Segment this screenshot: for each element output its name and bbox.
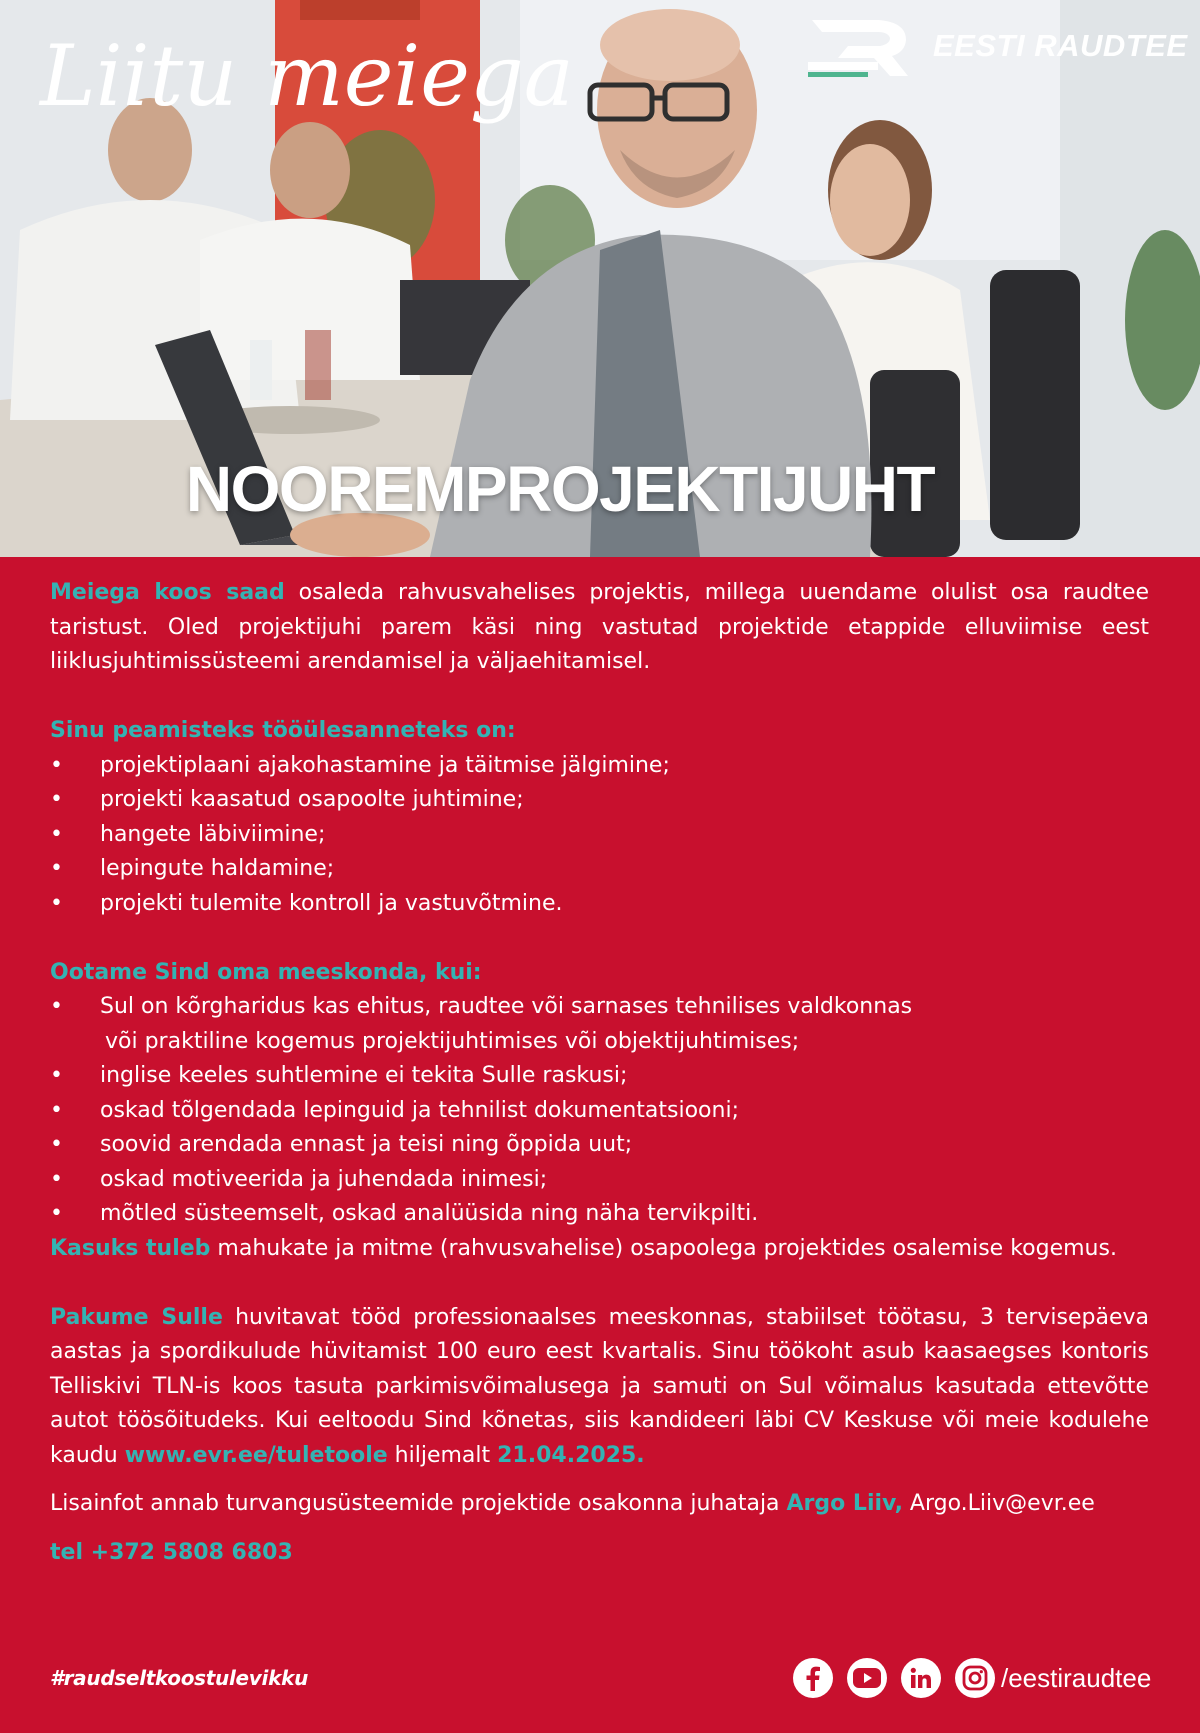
intro-lead: Meiega koos saad [50,580,285,605]
contact-phone[interactable]: tel +372 5808 6803 [50,1539,293,1565]
job-description [50,576,1149,1570]
requirements-heading: Ootame Sind oma meeskonda, kui: [50,959,482,985]
advantage-paragraph [50,1232,1149,1267]
contact-text: Lisainfot annab turvangusüsteemide projektide osakonna juhataja [50,1491,787,1516]
offer-lead: Pakume Sulle [50,1304,223,1330]
script-headline-text: Liitu meiega [40,27,574,125]
instagram-icon[interactable] [955,1658,995,1698]
list-item: • inglise keeles suhtlemine ei tekita Sulle raskusi; [50,1059,1149,1094]
hero-photo [0,0,1200,557]
deadline-prefix: hiljemalt [387,1442,498,1468]
logo-text: EESTI RAUDTEE [933,28,1188,63]
youtube-icon[interactable] [847,1658,887,1698]
advantage-text: mahukate ja mitme (rahvusvahelise) osapoolega projektides osalemise kogemus. [210,1235,1117,1261]
list-item: • hangete läbiviimine; [50,818,1149,853]
facebook-icon[interactable] [793,1658,833,1698]
requirements-list [50,990,1149,1232]
hashtag: #raudseltkoostulevikku [50,1666,309,1690]
deadline-date: 21.04.2025. [497,1442,645,1468]
list-item: • projekti kaasatud osapoolte juhtimine; [50,783,1149,818]
requirement-line-1: Sul on kõrgharidus kas ehitus, raudtee või sarnases tehnilises valdkonnas [100,994,913,1019]
eesti-raudtee-logo [808,16,1188,80]
list-item: • mõtled süsteemselt, oskad analüüsida ning näha tervikpilti. [50,1197,1149,1232]
offer-paragraph [50,1301,1149,1474]
script-headline [30,0,590,150]
list-item: • projektiplaani ajakohastamine ja täitmise jälgimine; [50,749,1149,784]
requirement-line-2: või praktiline kogemus projektijuhtimises või objektijuhtimises; [105,1028,800,1054]
intro-text: osaleda rahvusvahelises projektis, millega uuendame olulist osa raudtee taristust. Oled projektijuhi parem käsi ning vastutad projektide etappide elluviimise eest liiklusjuhtimissüsteemi arendamisel ja väljaehitamisel. [50,580,1149,674]
intro-paragraph [50,576,1149,680]
list-item: • projekti tulemite kontroll ja vastuvõtmine. [50,887,1149,922]
advantage-lead: Kasuks tuleb [50,1235,211,1261]
list-item: • oskad tõlgendada lepinguid ja tehnilist dokumentatsiooni; [50,1094,1149,1129]
apply-link[interactable]: www.evr.ee/tuletoole [124,1442,388,1468]
social-links [793,1656,1151,1700]
list-item [50,990,1149,1059]
logo-mark-icon [808,16,913,80]
contact-name: Argo Liiv, [786,1491,903,1516]
linkedin-icon[interactable] [901,1658,941,1698]
list-item: • soovid arendada ennast ja teisi ning õppida uut; [50,1128,1149,1163]
job-title: NOOREMPROJEKTIJUHT [185,453,935,525]
social-handle[interactable]: /eestiraudtee [1001,1662,1152,1693]
list-item: • oskad motiveerida ja juhendada inimesi; [50,1163,1149,1198]
contact-paragraph [50,1487,1149,1522]
list-item: • lepingute haldamine; [50,852,1149,887]
offer-text: huvitavat tööd professionaalses meeskonnas, stabiilset töötasu, 3 tervisepäeva aastas ja spordikulude hüvitamist 100 euro eest kvartalis. Sinu töökoht asub kaasaegses kontoris Telliskivi TLN-is koos tasuta parkimisvõimalusega ja samuti on Sul võimalus kasutada ettevõtte autot töösõitudeks. Kui eeltoodu Sind kõnetas, siis kandideeri läbi CV Keskuse või meie kodulehe kaudu [50,1304,1149,1468]
tasks-list [50,749,1149,922]
contact-email[interactable]: Argo.Liiv@evr.ee [902,1491,1095,1516]
tasks-heading: Sinu peamisteks tööülesanneteks on: [50,718,516,743]
